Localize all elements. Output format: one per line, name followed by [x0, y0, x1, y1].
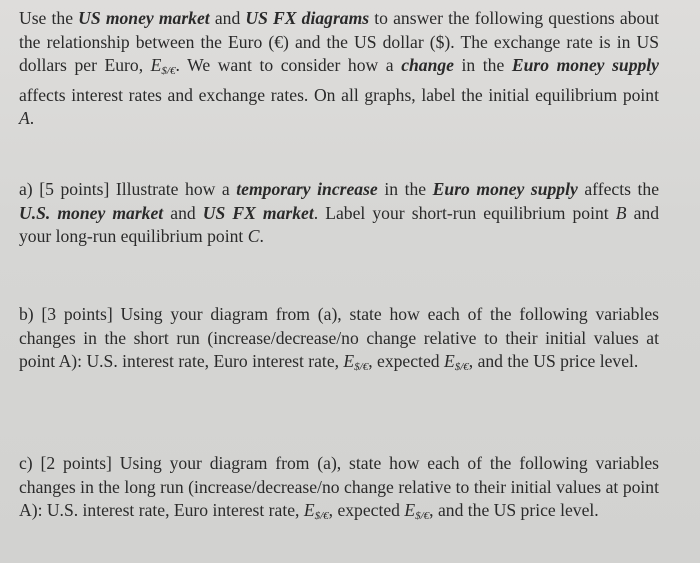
intro-text: . — [29, 108, 35, 128]
point-b-label: B — [615, 202, 627, 223]
us-money-market-term: US money market — [78, 8, 210, 28]
intro-text: and — [209, 8, 246, 28]
exchange-rate-symbol: E — [343, 351, 355, 371]
intro-text: to answer the following questions about the relationship between the Euro (€) and the US dollar ($). The exchange rate is in US dollars per Euro, — [19, 8, 660, 75]
question-c-text: , and the US price level. — [429, 500, 599, 520]
exchange-rate-subscript: $/€ — [314, 510, 329, 522]
point-c-label: C — [247, 226, 260, 246]
question-b-text: , and the US price level. — [468, 351, 639, 371]
question-b-text: b) [3 points] Using your diagram from (a), state how each of the following variables changes in the short run (increase/decrease/no change relative to their initial values at point A): U.S. interest rate, Euro interest rate, — [19, 304, 659, 371]
change-term: change — [401, 55, 454, 75]
exchange-rate-symbol: E — [150, 55, 162, 75]
question-a-text: and your long-run equilibrium point — [19, 202, 659, 246]
intro-paragraph — [19, 7, 659, 131]
question-a-text: . — [259, 226, 264, 246]
exchange-rate-subscript: $/€ — [161, 65, 176, 77]
exchange-rate-symbol: E — [443, 351, 455, 371]
question-a-text: affects the — [577, 179, 660, 199]
question-a-text: in the — [377, 179, 433, 199]
question-a-text: a) [5 points] Illustrate how a — [19, 179, 237, 199]
us-fx-diagrams-term: US FX diagrams — [245, 8, 370, 28]
us-money-market-term: U.S. money market — [19, 202, 164, 223]
intro-text: in the — [453, 55, 512, 75]
intro-text: . We want to consider how a — [175, 55, 402, 75]
exchange-rate-symbol: E — [404, 500, 416, 520]
question-b-text: , expected — [368, 351, 444, 371]
question-c-text: c) [2 points] Using your diagram from (a), state how each of the following variables changes in the long run (increase/decrease/no change relative to their initial values at point A): U.S. interest rate, Euro interest rate, — [19, 453, 659, 520]
question-a-text: and — [163, 202, 203, 223]
intro-text: Use the — [19, 8, 79, 28]
temporary-increase-term: temporary increase — [236, 179, 378, 199]
euro-money-supply-term: Euro money supply — [511, 55, 659, 75]
question-b — [19, 303, 659, 380]
question-c-text: , expected — [328, 500, 405, 520]
point-a-label: A — [19, 108, 30, 128]
intro-text: affects interest rates and exchange rates. On all graphs, label the initial equilibrium point — [19, 84, 659, 105]
us-fx-market-term: US FX market — [202, 202, 314, 223]
question-c — [19, 452, 659, 529]
question-a — [19, 178, 659, 249]
exchange-rate-symbol: E — [303, 500, 315, 520]
exchange-rate-subscript: $/€ — [415, 510, 430, 522]
exchange-rate-subscript: $/€ — [454, 361, 469, 373]
exchange-rate-subscript: $/€ — [354, 361, 369, 373]
question-a-text: . Label your short-run equilibrium point — [313, 202, 616, 223]
euro-money-supply-term: Euro money supply — [432, 179, 578, 199]
